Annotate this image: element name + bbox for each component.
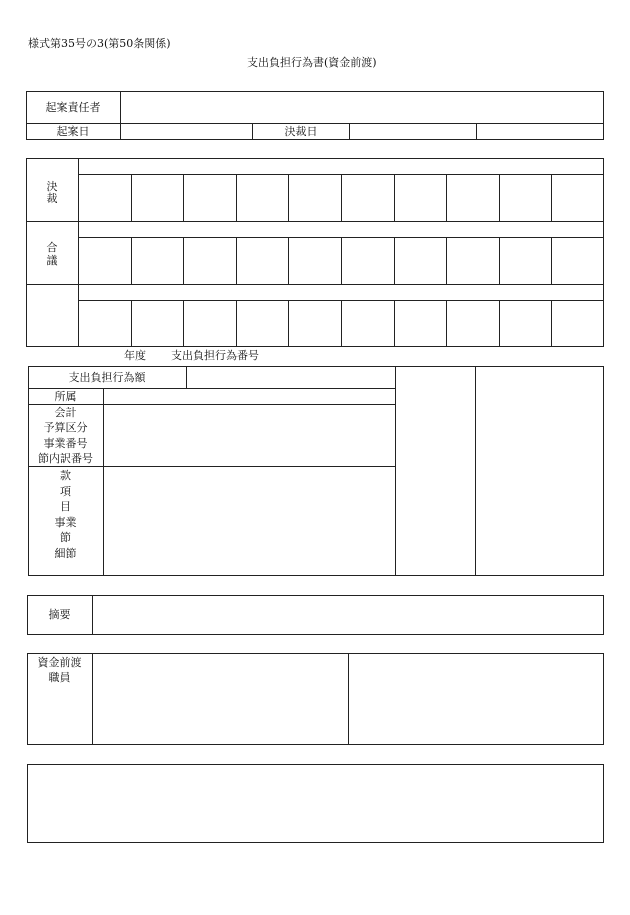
date-vline-3 (476, 123, 477, 140)
stamp-cell[interactable] (500, 301, 552, 347)
stamp-cell[interactable] (447, 175, 499, 221)
advance-label-2: 職員 (48, 671, 71, 684)
stamp-cell[interactable] (289, 238, 341, 284)
item-label: 節 (60, 531, 71, 544)
kessai-label-1: 決 (46, 180, 58, 193)
stamp-cell[interactable] (237, 238, 289, 284)
stamp-cell[interactable] (500, 238, 552, 284)
item-field[interactable] (104, 467, 395, 576)
stamp-cell[interactable] (447, 238, 499, 284)
shozoku-field[interactable] (104, 389, 395, 404)
stamp-cell[interactable] (552, 175, 604, 221)
budget-label: 事業番号 (43, 436, 88, 450)
item-label: 細節 (54, 546, 77, 560)
approval-date-field[interactable] (350, 124, 476, 139)
advance-field-2[interactable] (349, 654, 603, 744)
approval-row-divider-2 (26, 284, 604, 285)
stamp-cell[interactable] (395, 175, 447, 221)
stamp-cell[interactable] (237, 301, 289, 347)
form-title: 支出負担行為書(資金前渡) (247, 56, 377, 69)
stamp-cell[interactable] (342, 301, 394, 347)
stamp-cell[interactable] (289, 301, 341, 347)
stamp-cell[interactable] (132, 301, 184, 347)
stamp-cell[interactable] (184, 238, 236, 284)
stamp-cell[interactable] (289, 175, 341, 221)
approval-row-divider-1 (26, 221, 604, 222)
draft-date-label: 起案日 (56, 125, 90, 138)
stamp-cell[interactable] (500, 175, 552, 221)
summary-field[interactable] (93, 596, 603, 634)
notes-field[interactable] (28, 765, 603, 842)
stamp-cell[interactable] (132, 238, 184, 284)
drafter-label: 起案責任者 (45, 101, 101, 114)
details-col-b (475, 366, 476, 576)
drafter-field[interactable] (121, 92, 603, 123)
stamp-cell[interactable] (342, 175, 394, 221)
budget-label: 会計 (54, 406, 77, 419)
stamp-cell[interactable] (395, 301, 447, 347)
stamp-cell[interactable] (342, 238, 394, 284)
item-label: 款 (60, 469, 71, 482)
stamp-cell[interactable] (132, 175, 184, 221)
stamp-cell[interactable] (447, 301, 499, 347)
advance-field-1[interactable] (93, 654, 348, 744)
shozoku-label: 所属 (54, 390, 77, 403)
stamp-cell[interactable] (184, 301, 236, 347)
stamp-cell[interactable] (552, 238, 604, 284)
item-label: 事業 (54, 515, 77, 529)
kessai-label-2: 裁 (46, 192, 58, 205)
budget-field[interactable] (104, 405, 395, 466)
aigi-label-1: 合 (46, 241, 58, 254)
item-label: 項 (60, 484, 71, 498)
draft-date-field[interactable] (121, 124, 252, 139)
act-number-label: 支出負担行為番号 (171, 349, 259, 362)
advance-label-1: 資金前渡 (37, 656, 82, 669)
stamp-cell[interactable] (552, 301, 604, 347)
aigi-label-2: 議 (46, 254, 58, 267)
stamp-cell[interactable] (79, 301, 131, 347)
item-label: 目 (60, 500, 71, 513)
fiscal-year-label: 年度 (124, 349, 146, 362)
amount-label: 支出負担行為額 (68, 371, 146, 384)
summary-label: 摘要 (48, 608, 71, 621)
stamp-cell[interactable] (184, 175, 236, 221)
amount-field[interactable] (187, 367, 395, 388)
stamp-cell[interactable] (79, 175, 131, 221)
budget-label: 予算区分 (43, 421, 88, 435)
stamp-cell[interactable] (79, 238, 131, 284)
budget-label: 節内訳番号 (38, 451, 93, 465)
stamp-cell[interactable] (395, 238, 447, 284)
form-number: 様式第35号の3(第50条関係) (28, 37, 171, 50)
approval-date-label: 決裁日 (284, 125, 318, 138)
stamp-cell[interactable] (237, 175, 289, 221)
details-col-a (395, 366, 396, 576)
